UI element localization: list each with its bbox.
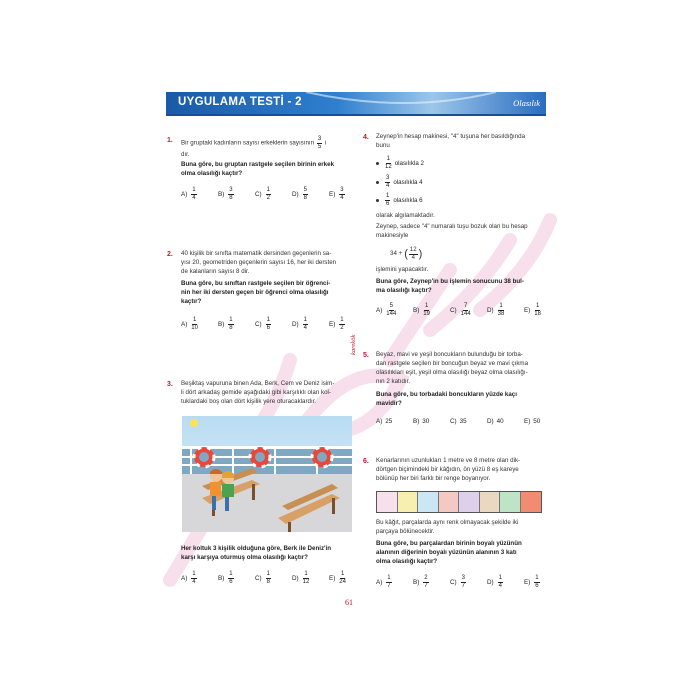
option-b[interactable]: B) 30 bbox=[413, 418, 430, 425]
option-b[interactable]: B) $\frac{1}{6}$ bbox=[218, 571, 233, 585]
question-line: olasılıkları eşit, yeşil olma olasılığı beyaz olma olasılığı- bbox=[376, 369, 528, 376]
question-line: dörtgen biçimindeki bir kâğıdın, ön yüzü 8 eş kareye bbox=[376, 466, 519, 473]
question-line: dan rastgele seçilen bir boncuğun beyaz ve mavi çıkma bbox=[376, 360, 529, 367]
answer-options bbox=[376, 575, 561, 589]
answer-options bbox=[376, 303, 561, 317]
question-prompt-line: olma olasılığı kaçtır? bbox=[181, 170, 243, 177]
question-prompt-line: Buna göre, Zeynep'in bu işlemin sonucunu 38 bul- bbox=[376, 278, 524, 285]
option-a[interactable]: A) $\frac{1}{7}$ bbox=[376, 575, 391, 589]
color-square bbox=[377, 492, 398, 512]
question-prompt-line: mavidir? bbox=[376, 400, 402, 407]
question-line: Zeynep'in hesap makinesi, "4" tuşuna her basıldığında bbox=[376, 133, 526, 140]
question-prompt-line: kaçtır? bbox=[181, 298, 202, 305]
color-square bbox=[398, 492, 419, 512]
question-prompt-line: Her koltuk 3 kişilik olduğuna göre, Berk ile Deniz'in bbox=[181, 545, 332, 552]
question-text bbox=[181, 136, 351, 150]
question-line: yısı 20, geometriden geçenlerin sayısı 16, her iki dersten bbox=[181, 259, 337, 266]
section-header bbox=[166, 92, 546, 114]
option-d[interactable]: D) $\frac{1}{4}$ bbox=[487, 575, 502, 589]
option-c[interactable]: C) $\frac{3}{7}$ bbox=[450, 575, 465, 589]
question-prompt-line: Buna göre, bu gruptan rastgele seçilen birinin erkek bbox=[181, 161, 335, 168]
question-prompt-line: alanının diğerinin boyalı yüzünün alanının 3 katı bbox=[376, 549, 517, 556]
question-prompt-line: ma olasılığı kaçtır? bbox=[376, 287, 432, 294]
option-b[interactable]: B) $\frac{2}{7}$ bbox=[413, 575, 428, 589]
question-line-tail: i bbox=[324, 139, 327, 147]
answer-options bbox=[181, 187, 366, 201]
fraction: $\frac{3}{5}$ bbox=[317, 136, 322, 150]
option-c[interactable]: C) $\frac{7}{144}$ bbox=[450, 303, 471, 317]
option-d[interactable]: D) $\frac{1}{38}$ bbox=[487, 303, 505, 317]
question-line: li dört arkadaş gemide aşağıdaki gibi karşılıklı olan kol- bbox=[181, 389, 331, 396]
question-line: işlemini yapacaktır. bbox=[376, 266, 429, 273]
option-c[interactable]: C) $\frac{1}{6}$ bbox=[255, 317, 270, 331]
test-title: UYGULAMA TESTİ - 2 bbox=[178, 96, 302, 108]
option-d[interactable]: D) $\frac{5}{8}$ bbox=[292, 187, 307, 201]
option-e[interactable]: E) $\frac{1}{2}$ bbox=[329, 317, 344, 331]
answer-options bbox=[181, 317, 366, 331]
question-line: Zeynep, sadece "4" numaralı tuşu bozuk olan bu hesap bbox=[376, 223, 528, 230]
option-c[interactable]: C) $\frac{1}{8}$ bbox=[255, 571, 270, 585]
bullet-icon bbox=[376, 162, 379, 165]
option-d[interactable]: D) 40 bbox=[487, 418, 504, 425]
color-square bbox=[439, 492, 460, 512]
option-e[interactable]: E) $\frac{1}{6}$ bbox=[524, 575, 539, 589]
bullet-icon bbox=[376, 181, 379, 184]
question-number: 1. bbox=[167, 137, 173, 144]
question-line: Bir gruptaki kadınların sayısı erkeklerin sayısının bbox=[181, 139, 315, 147]
question-line: dır. bbox=[181, 151, 190, 158]
question-number: 6. bbox=[363, 458, 369, 465]
question-line: bölünüp her biri farklı bir renge boyanıyor. bbox=[376, 475, 491, 482]
question-prompt-line: Buna göre, bu sınıftan rastgele seçilen bir öğrenci- bbox=[181, 280, 331, 287]
question-line: parçaya bölünecektir. bbox=[376, 528, 435, 535]
question-prompt-line: nin her iki dersten geçen bir öğrenci olma olasılığı bbox=[181, 289, 329, 296]
option-a[interactable]: A) $\frac{5}{144}$ bbox=[376, 303, 397, 317]
option-a[interactable]: A) $\frac{1}{4}$ bbox=[181, 187, 196, 201]
question-prompt-line: karşı karşıya oturmuş olma olasılığı kaçtır? bbox=[181, 554, 308, 561]
option-a[interactable]: A) $\frac{1}{4}$ bbox=[181, 571, 196, 585]
question-line: bunu bbox=[376, 142, 390, 149]
bullet-item: $\frac{3}{4}$ olasılıkla 4 bbox=[376, 175, 423, 189]
question-number: 3. bbox=[167, 381, 173, 388]
option-c[interactable]: C) $\frac{1}{2}$ bbox=[255, 187, 270, 201]
option-d[interactable]: D) $\frac{1}{12}$ bbox=[292, 571, 310, 585]
question-number: 5. bbox=[363, 352, 369, 359]
colored-paper-strip bbox=[376, 491, 542, 513]
question-line: Beşiktaş vapuruna binen Ada, Berk, Cem ve Deniz isim- bbox=[181, 380, 335, 387]
option-a[interactable]: A) 25 bbox=[376, 418, 393, 425]
question-line: Bu kâğıt, parçalarda aynı renk olmayacak şekilde iki bbox=[376, 519, 519, 526]
ferry-deck-illustration bbox=[182, 416, 352, 532]
option-e[interactable]: E) $\frac{3}{4}$ bbox=[329, 187, 344, 201]
answer-options bbox=[181, 571, 366, 585]
question-line: makinesiyle bbox=[376, 232, 409, 239]
question-line: Beyaz, mavi ve yeşil boncukların bulunduğu bir torba- bbox=[376, 351, 523, 358]
question-line: Kenarlarının uzunlukları 1 metre ve 8 metre olan dik- bbox=[376, 457, 521, 464]
life-buoy-icon bbox=[250, 447, 270, 467]
question-line: 40 kişilik bir sınıfta matematik dersinden geçenlerin sa- bbox=[181, 250, 332, 257]
option-c[interactable]: C) 35 bbox=[450, 418, 467, 425]
option-b[interactable]: B) $\frac{1}{19}$ bbox=[413, 303, 430, 317]
question-prompt-line: Buna göre, bu torbadaki boncukların yüzde kaçı bbox=[376, 391, 517, 398]
question-line: tuklardaki boş olan dört kişilik yere oturacaklardır. bbox=[181, 398, 317, 405]
bullet-icon bbox=[376, 199, 379, 202]
option-d[interactable]: D) $\frac{1}{4}$ bbox=[292, 317, 307, 331]
question-number: 4. bbox=[363, 134, 369, 141]
question-line: nın 2 katıdır. bbox=[376, 378, 411, 385]
bullet-item: $\frac{1}{6}$ olasılıkla 6 bbox=[376, 193, 423, 207]
option-a[interactable]: A) $\frac{1}{10}$ bbox=[181, 317, 198, 331]
question-line: olarak algılamaktadır. bbox=[376, 212, 435, 219]
option-e[interactable]: E) $\frac{1}{24}$ bbox=[329, 571, 346, 585]
question-prompt-line: olma olasılığı kaçtır? bbox=[376, 558, 438, 565]
bullet-item: $\frac{1}{12}$ olasılıkla 2 bbox=[376, 156, 424, 170]
color-square bbox=[521, 492, 542, 512]
question-prompt-line: Buna göre, bu parçalardan birinin boyalı yüzünün bbox=[376, 540, 522, 547]
color-square bbox=[459, 492, 480, 512]
life-buoy-icon bbox=[194, 447, 214, 467]
topic-label: Olasılık bbox=[513, 98, 540, 108]
sun-icon bbox=[190, 419, 198, 427]
life-buoy-icon bbox=[312, 447, 332, 467]
answer-options bbox=[376, 418, 561, 425]
page-number: 61 bbox=[345, 598, 353, 607]
option-b[interactable]: B) $\frac{1}{8}$ bbox=[218, 317, 233, 331]
sidebar-brand-label: karekök bbox=[350, 334, 357, 355]
question-number: 2. bbox=[167, 251, 173, 258]
color-square bbox=[500, 492, 521, 512]
color-square bbox=[480, 492, 501, 512]
option-b[interactable]: B) $\frac{3}{8}$ bbox=[218, 187, 233, 201]
option-e[interactable]: E) $\frac{1}{18}$ bbox=[524, 303, 541, 317]
color-square bbox=[418, 492, 439, 512]
expression: 34 + ( $\frac{12}{4}$ ) bbox=[390, 247, 423, 261]
question-line: de kalanların sayısı 8 dir. bbox=[181, 268, 250, 275]
option-e[interactable]: E) 50 bbox=[524, 418, 541, 425]
